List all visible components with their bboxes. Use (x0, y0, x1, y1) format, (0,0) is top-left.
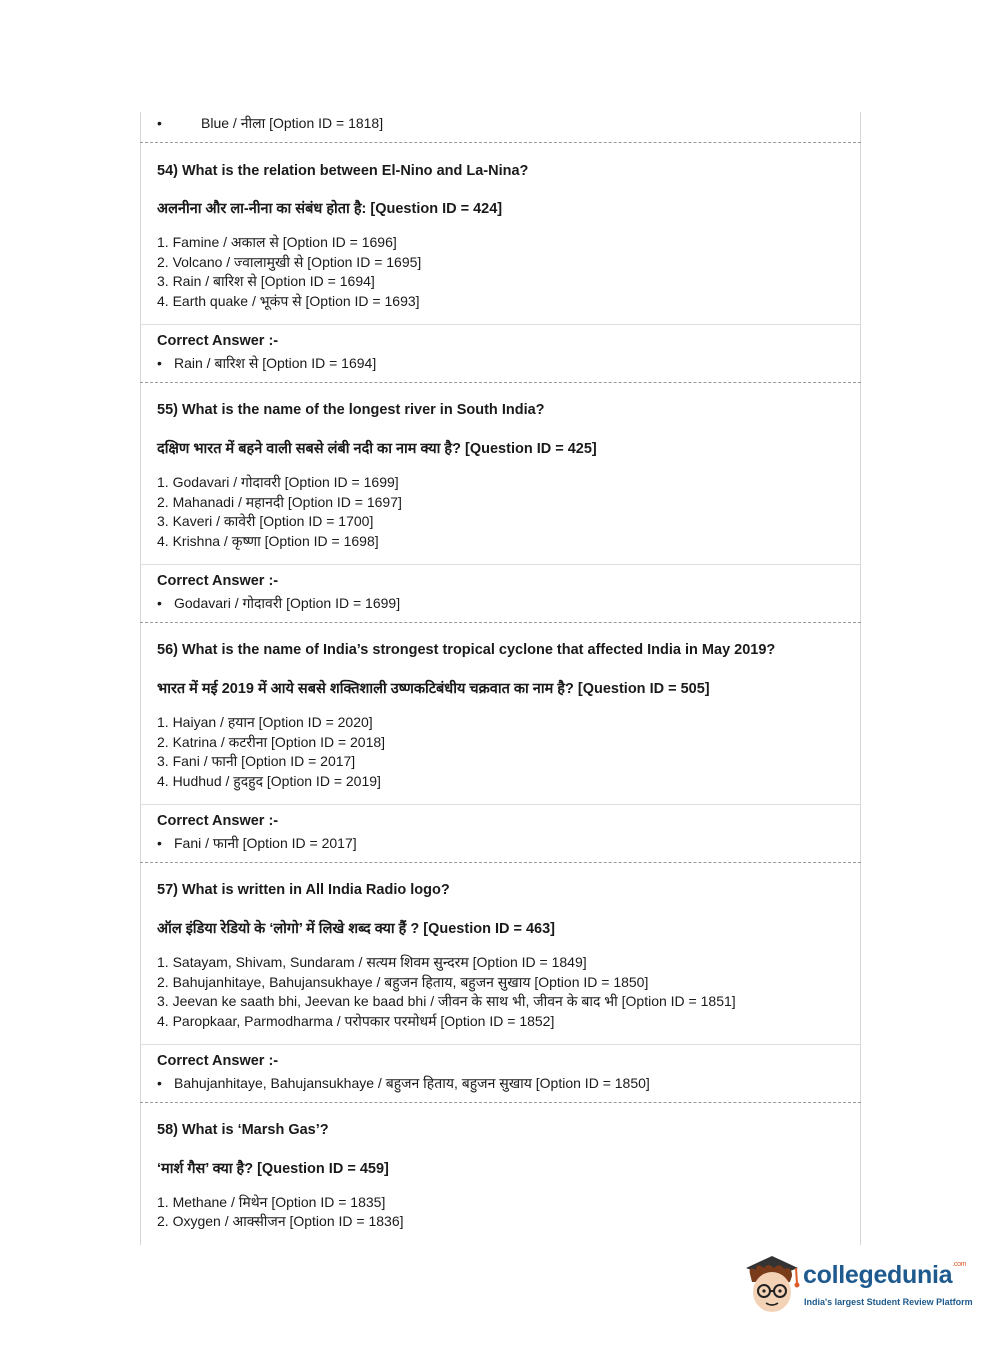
correct-answer: • Rain / बारिश से [Option ID = 1694] (157, 355, 377, 371)
correct-answer-label: Correct Answer :- (157, 573, 279, 589)
question-title-en: 58) What is ‘Marsh Gas’? (157, 1122, 329, 1138)
answer-separator (140, 1044, 861, 1045)
correct-answer-label: Correct Answer :- (157, 1053, 279, 1069)
option-item: 1. Haiyan / हयान [Option ID = 2020] (157, 714, 373, 730)
section-divider (140, 142, 861, 143)
option-item: 1. Godavari / गोदावरी [Option ID = 1699] (157, 474, 399, 490)
option-item: 1. Satayam, Shivam, Sundaram / सत्यम शिवम सुन्दरम [Option ID = 1849] (157, 954, 587, 970)
section-divider (140, 1102, 861, 1103)
option-item: 2. Mahanadi / महानदी [Option ID = 1697] (157, 494, 402, 510)
correct-answer-text: Bahujanhitaye, Bahujansukhaye / बहुजन हिताय, बहुजन सुखाय [Option ID = 1850] (174, 1075, 650, 1091)
correct-answer-text: Fani / फानी [Option ID = 2017] (174, 835, 357, 851)
option-item: 3. Jeevan ke saath bhi, Jeevan ke baad bhi / जीवन के साथ भी, जीवन के बाद भी [Option ID = 1851] (157, 993, 736, 1009)
answer-separator (140, 324, 861, 325)
mascot-icon (742, 1254, 802, 1316)
correct-answer: • Bahujanhitaye, Bahujansukhaye / बहुजन हिताय, बहुजन सुखाय [Option ID = 1850] (157, 1075, 650, 1091)
option-item: 4. Earth quake / भूकंप से [Option ID = 1693] (157, 293, 420, 309)
question-title-hi: भारत में मई 2019 में आये सबसे शक्तिशाली उष्णकटिबंधीय चक्रवात का नाम है? [Question ID = 505] (157, 681, 710, 697)
correct-answer-label: Correct Answer :- (157, 333, 279, 349)
option-item: 1. Famine / अकाल से [Option ID = 1696] (157, 234, 397, 250)
question-title-hi: अलनीना और ला-नीना का संबंध होता है: [Question ID = 424] (157, 201, 503, 217)
question-title-en: 54) What is the relation between El-Nino and La-Nina? (157, 163, 529, 179)
option-item: 2. Oxygen / आक्सीजन [Option ID = 1836] (157, 1213, 404, 1229)
option-item: 2. Bahujanhitaye, Bahujansukhaye / बहुजन हिताय, बहुजन सुखाय [Option ID = 1850] (157, 974, 649, 990)
correct-answer: • Godavari / गोदावरी [Option ID = 1699] (157, 595, 401, 611)
brand-tagline: India's largest Student Review Platform (804, 1297, 973, 1307)
question-title-hi: दक्षिण भारत में बहने वाली सबसे लंबी नदी का नाम क्या है? [Question ID = 425] (157, 441, 597, 457)
correct-answer-text: Rain / बारिश से [Option ID = 1694] (174, 355, 377, 371)
question-title-en: 55) What is the name of the longest river in South India? (157, 402, 545, 418)
option-item: 3. Fani / फानी [Option ID = 2017] (157, 753, 356, 769)
section-divider (140, 862, 861, 863)
option-item: 4. Hudhud / हुदहुद [Option ID = 2019] (157, 773, 381, 789)
answer-separator (140, 804, 861, 805)
correct-answer-text: Godavari / गोदावरी [Option ID = 1699] (174, 595, 401, 611)
correct-answer: • Fani / फानी [Option ID = 2017] (157, 835, 357, 851)
answer-separator (140, 564, 861, 565)
section-divider (140, 622, 861, 623)
option-item: 3. Kaveri / कावेरी [Option ID = 1700] (157, 513, 374, 529)
option-item: 2. Volcano / ज्वालामुखी से [Option ID = 1695] (157, 254, 422, 270)
question-title-hi: ‘मार्श गैस’ क्या है? [Question ID = 459] (157, 1161, 389, 1177)
collegedunia-logo (742, 1250, 972, 1322)
option-item: 3. Rain / बारिश से [Option ID = 1694] (157, 273, 375, 289)
option-item: 1. Methane / मिथेन [Option ID = 1835] (157, 1194, 386, 1210)
carry-over-option-text: Blue / नीला [Option ID = 1818] (201, 115, 384, 131)
option-item: 4. Paropkaar, Parmodharma / परोपकार परमोधर्म [Option ID = 1852] (157, 1013, 555, 1029)
brand-suffix: .com (952, 1261, 967, 1268)
question-title-en: 56) What is the name of India’s strongest tropical cyclone that affected India in May 2019? (157, 642, 776, 658)
section-divider (140, 382, 861, 383)
option-item: 2. Katrina / कटरीना [Option ID = 2018] (157, 734, 386, 750)
question-title-hi: ऑल इंडिया रेडियो के ‘लोगो’ में लिखे शब्द क्या हैं ? [Question ID = 463] (157, 921, 556, 937)
option-item: 4. Krishna / कृष्णा [Option ID = 1698] (157, 533, 379, 549)
question-title-en: 57) What is written in All India Radio logo? (157, 882, 450, 898)
brand-name: collegedunia$^{.com}$ (803, 1261, 967, 1289)
correct-answer-label: Correct Answer :- (157, 813, 279, 829)
carry-over-option: • Blue / नीला [Option ID = 1818] (157, 115, 384, 131)
